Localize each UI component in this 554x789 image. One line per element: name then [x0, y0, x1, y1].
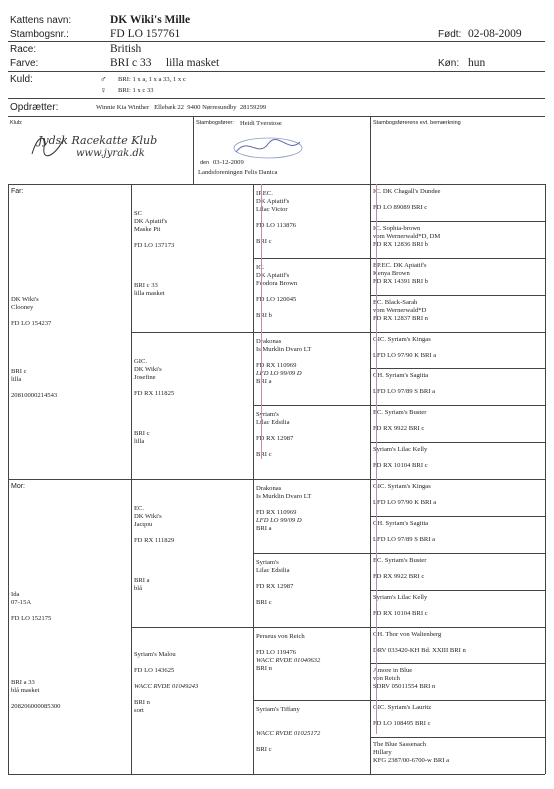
- born-value: 02-08-2009: [468, 28, 522, 40]
- grandparent-block: [256, 559, 293, 607]
- divider: [8, 41, 545, 42]
- regno-label: Stambogsnr.:: [10, 29, 69, 40]
- federation: Landsforeningen Felis Danica: [198, 169, 278, 176]
- parent-block-line: [134, 561, 174, 569]
- sex-label: Køn:: [438, 58, 460, 69]
- parent-block: [134, 358, 174, 446]
- great-grandparent-block-line: vom Wernerwald*D, DM: [373, 232, 441, 240]
- great-grandparent-block-line: [373, 528, 435, 536]
- great-grandparent-block: [373, 409, 426, 433]
- mother-block-line: [11, 639, 60, 647]
- great-grandparent-block-line: The Blue Sassenach: [373, 741, 427, 749]
- parent-block-line: FD RX 111829: [134, 537, 175, 544]
- cat-name: DK Wiki's Mille: [110, 14, 191, 26]
- grandparent-block-line: [256, 591, 293, 599]
- great-grandparent-block-line: [373, 565, 426, 573]
- father-block-line: [11, 312, 57, 320]
- grandparent-block-line: BRI a: [256, 377, 272, 385]
- parent-block-line: BRI c: [134, 429, 150, 437]
- parent-block-line: [134, 691, 198, 699]
- great-grandparent-block-line: CH. Thor von Waltenberg: [373, 630, 442, 638]
- parent-block-line: DK Wiki's: [134, 513, 162, 520]
- parent-block-line: SC: [134, 210, 143, 217]
- great-grandparent-block-line: SDRV 05011554 BRI n: [373, 683, 436, 691]
- parent-block-line: sort: [134, 706, 144, 714]
- great-grandparent-block-line: EC. Syriam's Buster: [373, 409, 427, 417]
- father-block-line: [11, 384, 57, 392]
- mother-block-line: Ida: [11, 591, 20, 598]
- parent-block-line: DK Wiki's: [134, 365, 162, 373]
- registrar-signature: [228, 134, 308, 162]
- great-grandparent-block: [373, 631, 466, 655]
- grandparent-block-line: [256, 214, 296, 222]
- great-grandparent-block-line: FD RX 9922 BRI c: [373, 425, 425, 433]
- father-block: [11, 296, 57, 400]
- parent-block-line: FD LO 143625: [134, 666, 175, 674]
- grandparent-block-line: WACC RVDE 01025172: [256, 730, 321, 738]
- father-block-line: [11, 344, 57, 352]
- grandparent-block-line: [256, 641, 320, 649]
- grandparent-block-line: [256, 575, 293, 583]
- great-grandparent-block: [373, 446, 428, 470]
- parent-block-line: [134, 234, 174, 242]
- grandparent-block: [256, 190, 296, 246]
- parent-block-line: [134, 250, 174, 258]
- father-label: Far:: [11, 188, 24, 195]
- club-signature-scribble: [28, 130, 68, 160]
- grandparent-block-line: Is Murklin Dvaro LT: [256, 493, 312, 500]
- parent-block-line: [134, 569, 174, 577]
- female-icon: ♀: [100, 85, 107, 95]
- great-grandparent-block-line: FD RX 12836 BRI b: [373, 240, 428, 248]
- grandparent-block-line: [256, 354, 311, 362]
- mother-block-line: [11, 663, 60, 671]
- grandparent-block-line: BRI c: [256, 598, 272, 606]
- great-grandparent-block-line: DRV 033420-KH Bd. XXIII BRI n: [373, 646, 466, 654]
- great-grandparent-block-line: [373, 602, 428, 610]
- parent-block-line: [134, 258, 174, 266]
- divider: [8, 184, 545, 185]
- great-grandparent-block-line: CH. Syriam's Sagitta: [373, 519, 429, 527]
- grandparent-block-line: Syriam's Tiffany: [256, 706, 300, 714]
- great-grandparent-block-line: von Reich: [373, 675, 400, 683]
- mother-block-line: blå masket: [11, 687, 40, 694]
- grandparent-block-line: BRI c: [256, 238, 272, 245]
- mother-label: Mor:: [11, 483, 25, 490]
- great-grandparent-block-line: EP.EC. DK Apiatif's: [373, 261, 427, 269]
- great-grandparent-block-line: KFG 2387/00-6700-w BRI a: [373, 757, 450, 765]
- litter-label: Kuld:: [10, 74, 33, 85]
- name-label: Kattens navn:: [10, 15, 72, 26]
- mother-block-line: FD LO 152175: [11, 615, 52, 622]
- great-grandparent-block-line: FD RX 9922 BRI c: [373, 572, 425, 580]
- sex-value: hun: [468, 57, 486, 69]
- great-grandparent-block: [373, 557, 426, 581]
- father-block-line: [11, 336, 57, 344]
- great-grandparent-block-line: LFD LO 97/90 K BRI a: [373, 499, 437, 506]
- parent-block: [134, 210, 174, 298]
- row-divider: [370, 221, 545, 222]
- parent-block-line: DK Apiatif's: [134, 218, 168, 225]
- grandparent-block-line: Feodora Brown: [256, 279, 298, 287]
- grandparent-block-line: [256, 288, 297, 296]
- grandparent-block-line: IP.EC.: [256, 190, 273, 197]
- great-grandparent-block-line: [373, 380, 435, 388]
- color-value: BRI c 33 lilla masket: [110, 57, 220, 69]
- great-grandparent-block-line: LFD LO 97/90 K BRI a: [373, 351, 437, 359]
- parent-block-line: lilla: [134, 437, 145, 445]
- father-block-line: [11, 352, 57, 360]
- club-label: Klub:: [10, 120, 23, 126]
- great-grandparent-block-line: FD LO 108495 BRI c: [373, 720, 431, 728]
- great-grandparent-block-line: GIC. Syriam's Kingas: [373, 483, 431, 490]
- row-divider: [370, 442, 545, 443]
- litter-male: BRI: 1 x a, 1 x a 33, 1 x c: [118, 76, 186, 83]
- mother-block-line: [11, 671, 60, 679]
- row-divider: [370, 479, 545, 480]
- grandparent-block-line: Drakonas: [256, 485, 282, 492]
- grandparent-block: [256, 264, 297, 320]
- parent-block-line: FD LO 137173: [134, 242, 175, 249]
- great-grandparent-block-line: LFD LO 97/89 S BRI a: [373, 388, 436, 396]
- parent-block-line: Maske Pii: [134, 226, 161, 233]
- row-divider: [370, 700, 545, 701]
- divider: [370, 116, 371, 184]
- date-value: 03-12-2009: [213, 159, 244, 166]
- grandparent-block-line: FD RX 12987: [256, 435, 294, 443]
- divider: [8, 71, 545, 72]
- mother-block-line: [11, 695, 60, 703]
- grandparent-block-line: [256, 722, 320, 730]
- father-block-line: BRI c: [11, 368, 27, 375]
- mother-block-line: 07-15A: [11, 599, 32, 606]
- parent-block-line: BRI c 33: [134, 282, 158, 289]
- mother-block: [11, 591, 60, 711]
- color-label: Farve:: [10, 58, 39, 69]
- club-stamp-name: Jydsk Racekatte Klub: [38, 134, 158, 147]
- great-grandparent-block: [373, 667, 435, 691]
- great-grandparent-block: [373, 520, 435, 544]
- great-grandparent-block-line: [373, 344, 436, 352]
- grandparent-block: [256, 633, 320, 673]
- row-divider: [370, 590, 545, 591]
- divider: [193, 116, 194, 184]
- father-block-line: [11, 360, 57, 368]
- great-grandparent-block-line: [373, 712, 431, 720]
- great-grandparent-block-line: CH. Syriam's Sagitta: [373, 372, 429, 380]
- parent-block-line: Jacqou: [134, 521, 153, 528]
- row-divider: [370, 295, 545, 296]
- grandparent-block-line: DK Apiatif's: [256, 271, 290, 279]
- grandparent-block-line: Is Murklin Dvaro LT: [256, 345, 312, 353]
- great-grandparent-block-line: [373, 454, 428, 462]
- mother-block-line: 208206000085300: [11, 703, 61, 710]
- row-divider: [370, 737, 545, 738]
- father-block-line: Clooney: [11, 304, 34, 311]
- race-label: Race:: [10, 44, 37, 55]
- parent-block-line: FD RX 111825: [134, 389, 175, 397]
- row-divider: [370, 553, 545, 554]
- great-grandparent-block: [373, 225, 440, 249]
- great-grandparent-block-line: GIC. Syriam's Lauritz: [373, 704, 432, 712]
- parent-block-line: [134, 659, 198, 667]
- great-grandparent-block: [373, 741, 449, 765]
- great-grandparent-block-line: FD RX 14391 BRI b: [373, 277, 428, 285]
- grandparent-block-line: BRI a: [256, 525, 272, 532]
- parent-block-line: [134, 398, 174, 406]
- mother-block-line: [11, 631, 60, 639]
- born-label: Født:: [438, 29, 462, 40]
- father-block-line: 20810000214543: [11, 392, 58, 399]
- mother-block-line: [11, 655, 60, 663]
- grandparent-block: [256, 485, 311, 533]
- parent-block-line: Josefine: [134, 373, 156, 381]
- breeder-value: Winnie Kia Winther Ellebæk 22 9400 Nørresundby 28159299: [96, 104, 267, 111]
- parent-block-line: BRI n: [134, 698, 150, 706]
- registrar-value: Heidi Tverstose: [240, 120, 282, 127]
- parent-block-line: EC.: [134, 505, 145, 512]
- parent-block-line: lilla masket: [134, 290, 165, 297]
- divider: [8, 98, 545, 99]
- parent-block-line: [134, 382, 174, 390]
- grandparent-block-line: [256, 304, 297, 312]
- row-divider: [370, 258, 545, 259]
- mother-block-line: [11, 623, 60, 631]
- father-block-line: DK Wiki's: [11, 296, 39, 303]
- mother-block-line: [11, 647, 60, 655]
- great-grandparent-block: [373, 483, 436, 507]
- parent-block-line: [134, 529, 174, 537]
- grandparent-block-line: [256, 230, 296, 238]
- divider: [8, 116, 545, 117]
- great-grandparent-block-line: [373, 196, 440, 204]
- scan-artifact-line: [376, 184, 377, 734]
- great-grandparent-block-line: Hillary: [373, 749, 392, 757]
- grandparent-block-line: Drakonas: [256, 337, 282, 345]
- great-grandparent-block-line: Amore in Blue: [373, 667, 413, 675]
- grandparent-block-line: FD RX 110969: [256, 509, 297, 516]
- parent-block-line: [134, 422, 174, 430]
- row-divider: [370, 368, 545, 369]
- row-divider: [370, 332, 545, 333]
- pedigree-certificate: [8, 10, 545, 774]
- father-block-line: lilla: [11, 376, 22, 383]
- great-grandparent-block-line: FD LO 89089 BRI c: [373, 204, 428, 211]
- scan-artifact-line: [261, 184, 262, 459]
- grid-border: [545, 184, 546, 774]
- grandparent-block-line: BRI b: [256, 311, 272, 319]
- grandparent-block-line: [256, 501, 311, 509]
- great-grandparent-block-line: GIC. Syriam's Kingas: [373, 335, 431, 343]
- great-grandparent-block-line: vom Wernerwald*D: [373, 306, 427, 314]
- great-grandparent-block-line: IC. DK Chagall's Dundee: [373, 188, 441, 195]
- parent-block-line: [134, 675, 198, 683]
- great-grandparent-block: [373, 299, 428, 323]
- litter-female: BRI: 1 x c 33: [118, 87, 154, 94]
- great-grandparent-block: [373, 372, 435, 396]
- father-block-line: FD LO 154237: [11, 320, 52, 327]
- grandparent-block-line: LFD LO 99/09 D: [256, 369, 302, 377]
- grandparent-block-line: Syriam's: [256, 558, 279, 566]
- grandparent-block-line: Syriam's: [256, 411, 279, 419]
- row-divider: [370, 627, 545, 628]
- breeder-label: Opdrætter:: [10, 102, 59, 113]
- parent-block-line: [134, 406, 174, 414]
- great-grandparent-block-line: [373, 639, 466, 647]
- mother-block-line: BRI a 33: [11, 679, 35, 686]
- great-grandparent-block: [373, 704, 431, 728]
- great-grandparent-block-line: [373, 417, 426, 425]
- row-divider: [370, 663, 545, 664]
- great-grandparent-block-line: FD RX 12837 BRI n: [373, 314, 428, 322]
- parent-block-line: [134, 553, 174, 561]
- grandparent-block-line: WACC RVDE 01040632: [256, 656, 321, 664]
- grandparent-block-line: FD LO 113876: [256, 222, 297, 229]
- grandparent-block-line: Lilac Victor: [256, 206, 288, 213]
- race-value: British: [110, 43, 142, 55]
- great-grandparent-block-line: FD RX 10104 BRI c: [373, 462, 428, 470]
- row-divider: [370, 516, 545, 517]
- great-grandparent-block-line: Kenya Brown: [373, 269, 410, 277]
- registrar-label: Stambogsfører:: [196, 120, 234, 126]
- grid-border: [8, 774, 545, 775]
- great-grandparent-block: [373, 336, 436, 360]
- date-label: den: [200, 160, 210, 166]
- grandparent-block-line: [256, 714, 320, 722]
- club-stamp-url: www.jyrak.dk: [76, 148, 145, 159]
- grandparent-block: [256, 338, 311, 386]
- parent-block-line: blå: [134, 585, 143, 592]
- parent-block-line: [134, 545, 174, 553]
- father-block-line: [11, 328, 57, 336]
- regno-value: FD LO 157761: [110, 28, 181, 40]
- great-grandparent-block: [373, 188, 440, 212]
- great-grandparent-block-line: FD RX 10104 BRI c: [373, 609, 428, 617]
- grandparent-block-line: FD RX 12987: [256, 582, 294, 590]
- male-icon: ♂: [100, 74, 107, 84]
- grandparent-block-line: [256, 738, 320, 746]
- grandparent-block-line: BRI c: [256, 746, 272, 754]
- parent-block-line: BRI a: [134, 577, 150, 584]
- parent-block-line: [134, 266, 174, 274]
- parent-block: [134, 505, 174, 593]
- great-grandparent-block: [373, 262, 428, 286]
- mother-block-line: [11, 607, 60, 615]
- great-grandparent-block-line: LFD LO 97/89 S BRI a: [373, 535, 436, 543]
- grandparent-block-line: FD RX 110969: [256, 361, 297, 369]
- great-grandparent-block-line: Syriam's Lilac Kelly: [373, 593, 428, 601]
- grandparent-block-line: IC.: [256, 263, 265, 271]
- row-divider: [370, 405, 545, 406]
- parent-block-line: WACC RVDE 01049243: [134, 682, 199, 690]
- great-grandparent-block-line: [373, 491, 436, 499]
- grandparent-block-line: BRI c: [256, 451, 272, 459]
- parent-block-line: Syriam's Malou: [134, 650, 176, 658]
- parent-block-line: GIC.: [134, 357, 148, 365]
- great-grandparent-block-line: IC. Sophia-brown: [373, 224, 421, 232]
- grandparent-block: [256, 706, 320, 754]
- grandparent-block-line: DK Apiatif's: [256, 198, 290, 205]
- parent-block-line: [134, 274, 174, 282]
- grandparent-block-line: FD LO 120045: [256, 295, 297, 303]
- grandparent-block-line: FD LO 119476: [256, 648, 297, 656]
- grandparent-block-line: Lilac Edsilia: [256, 566, 290, 574]
- parent-block: [134, 651, 198, 715]
- grandparent-block-line: LFD LO 99/09 D: [256, 517, 302, 524]
- grandparent-block-line: Perseus von Reich: [256, 632, 305, 640]
- great-grandparent-block-line: Syriam's Lilac Kelly: [373, 446, 428, 454]
- great-grandparent-block-line: EC. Black-Sarah: [373, 298, 418, 306]
- parent-block-line: [134, 414, 174, 422]
- great-grandparent-block: [373, 594, 428, 618]
- great-grandparent-block-line: EC. Syriam's Buster: [373, 556, 427, 564]
- remarks-label: Stambogsførerens evt. bemærkning: [373, 120, 461, 126]
- grandparent-block-line: BRI n: [256, 664, 272, 672]
- grandparent-block-line: Lilac Edsilia: [256, 419, 290, 427]
